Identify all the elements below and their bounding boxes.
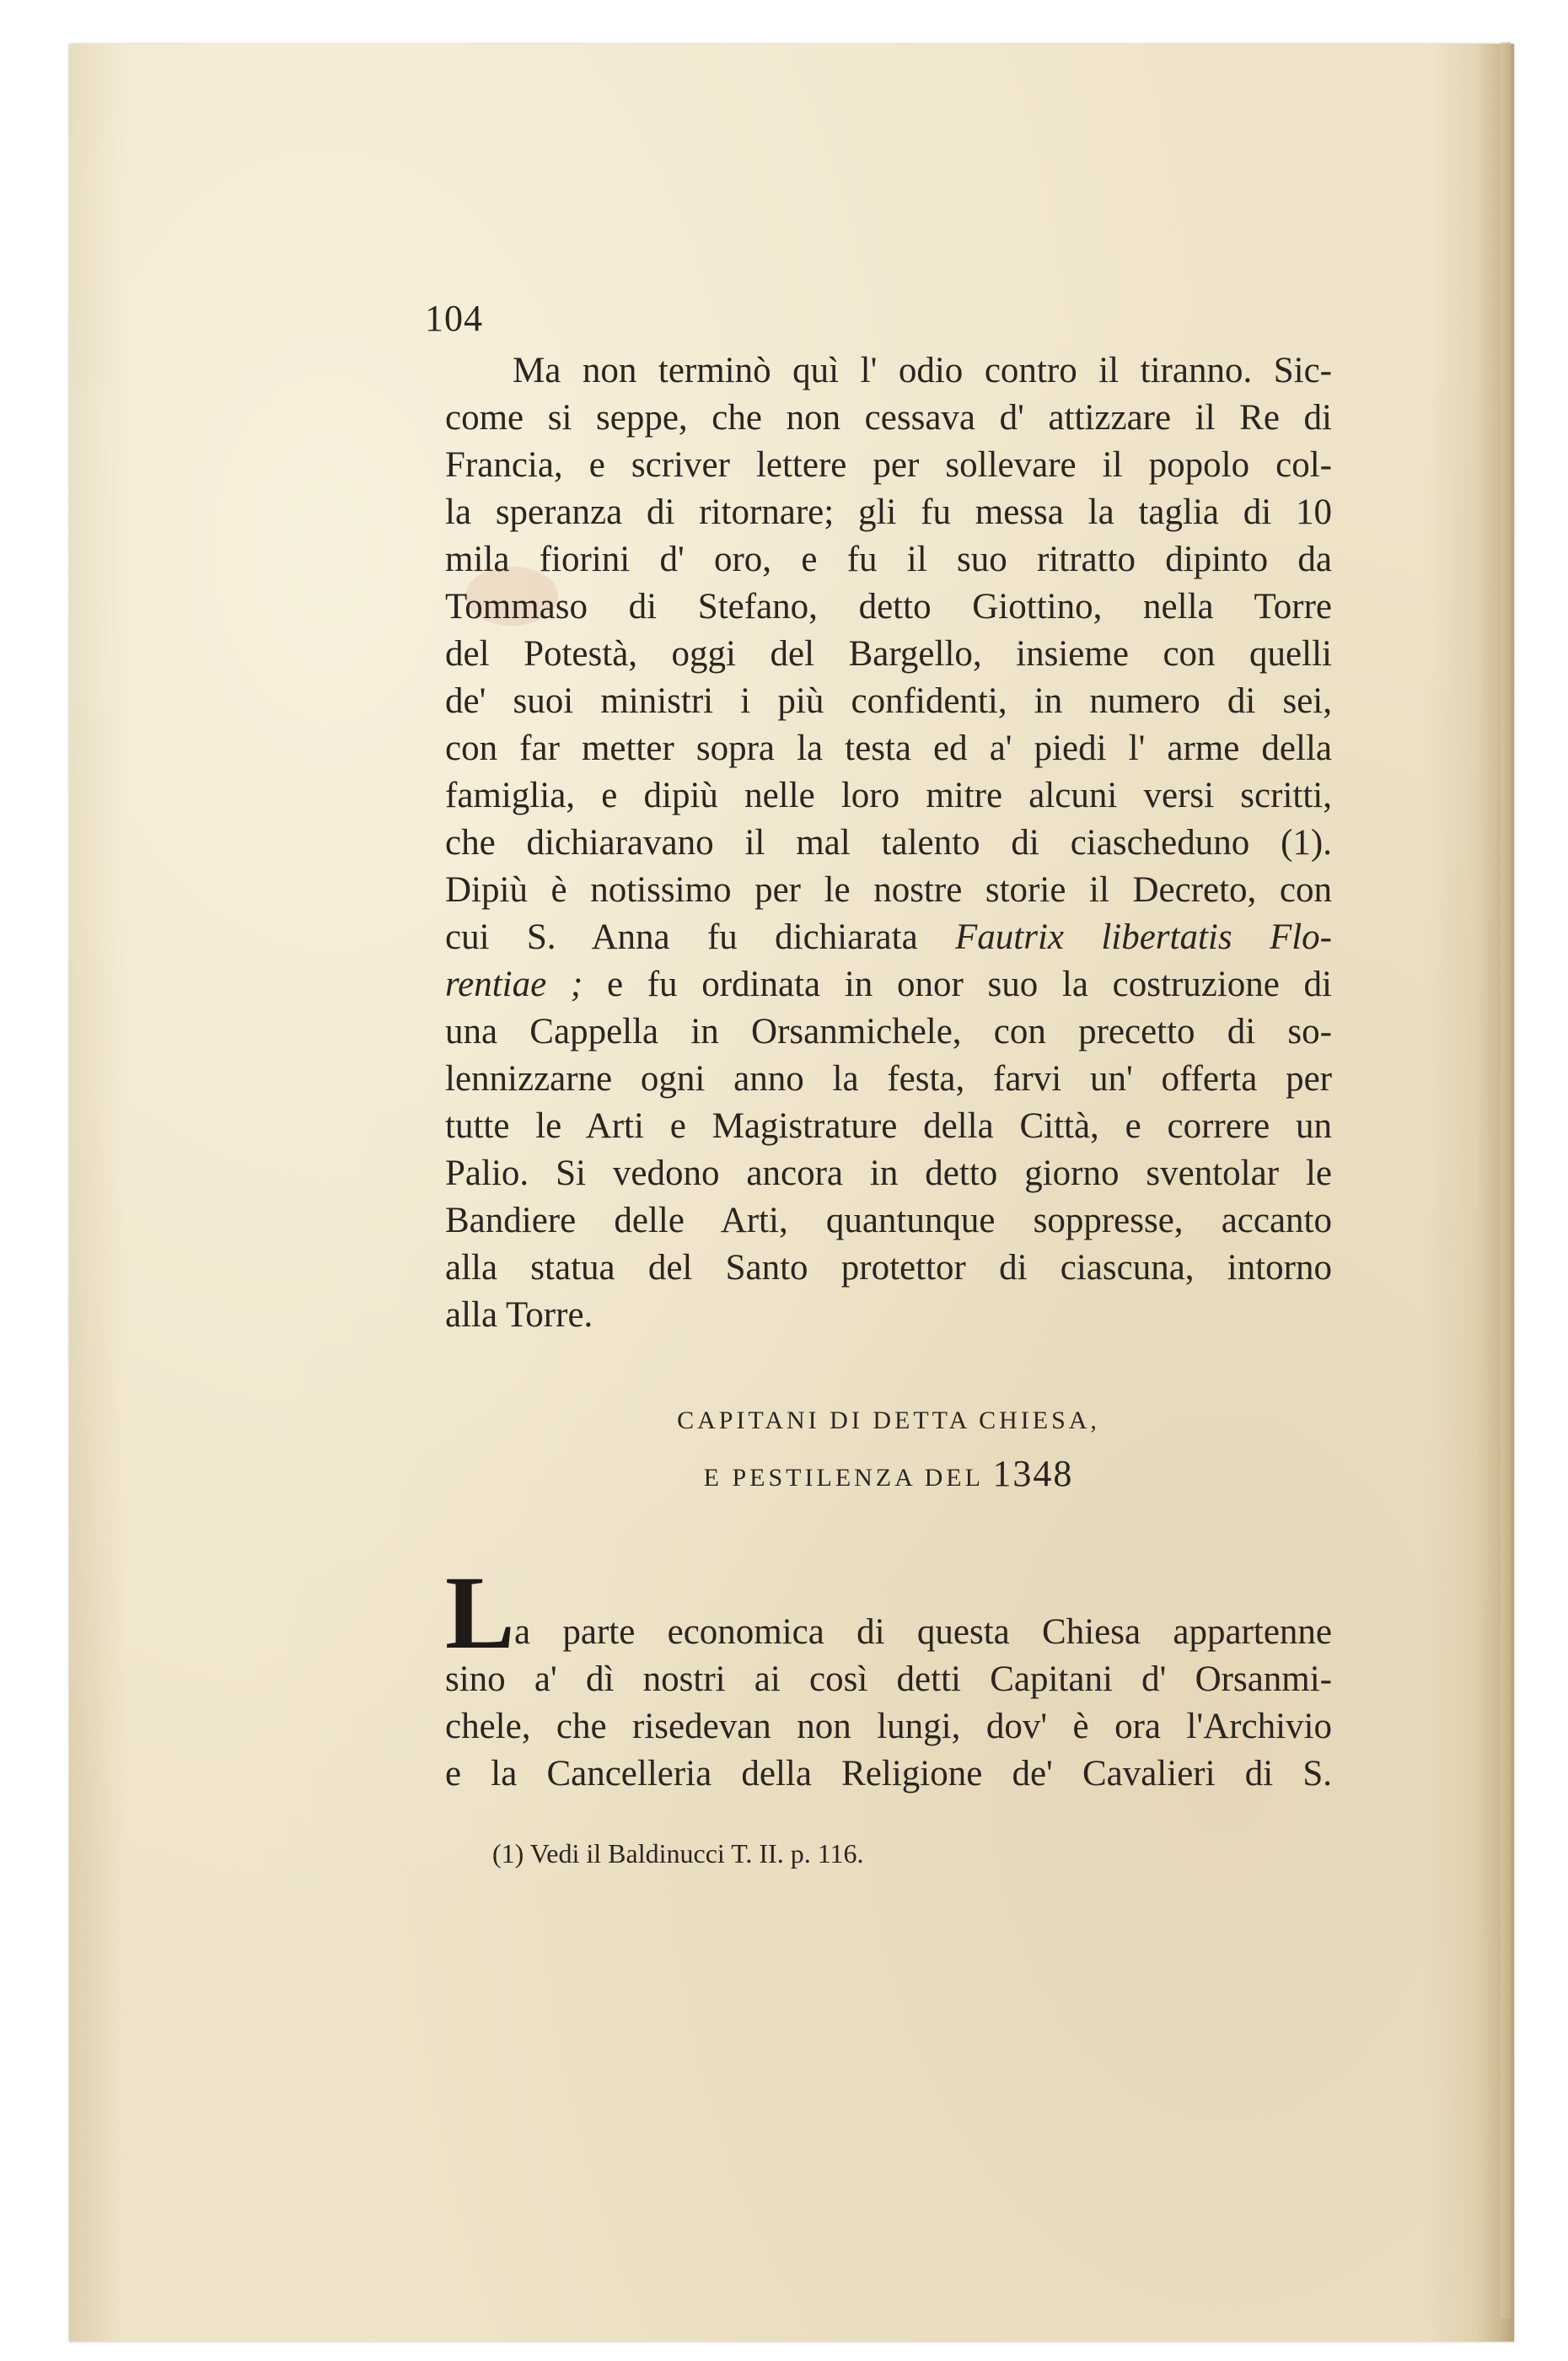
text-line: la speranza di ritornare; gli fu messa la taglia di 10 [445,492,1332,532]
text-line: una Cappella in Orsanmichele, con precetto di so- [445,1012,1332,1051]
text-line: lennizzarne ogni anno la festa, farvi un' offerta per [445,1059,1332,1099]
text-line: famiglia, e dipiù nelle loro mitre alcuni versi scritti, [445,776,1332,815]
heading-text: E PESTILENZA DEL [703,1464,983,1492]
heading-year: 1348 [992,1453,1074,1494]
section-heading-line-one: CAPITANI DI DETTA CHIESA, [677,1406,1100,1434]
footnote: (1) Vedi il Baldinucci T. II. p. 116. [492,1838,864,1869]
text-line: con far metter sopra la testa ed a' piedi l' arme della [445,729,1332,768]
text-line: alla statua del Santo protettor di ciascuna, intorno [445,1248,1332,1288]
paragraph-one [445,347,1332,1339]
italic-latin-phrase-end: rentiae ; [445,965,583,1004]
text-line-with-italic [445,914,1332,961]
italic-latin-phrase: Fautrix libertatis Flo- [955,917,1332,957]
text-line: a parte economica di questa Chiesa appartenne [514,1612,1332,1652]
section-heading-line-two [445,1452,1332,1495]
text-line: mila fiorini d' oro, e fu il suo ritratto dipinto da [445,540,1332,579]
text-line: Ma non terminò quì l' odio contro il tiranno. Sic- [513,351,1332,390]
text-line: Palio. Si vedono ancora in detto giorno sventolar le [445,1154,1332,1193]
text-line: chele, che risedevan non lungi, dov' è ora l'Archivio [445,1707,1332,1746]
text-line: che dichiaravano il mal talento di ciascheduno (1). [445,823,1332,863]
text-line: del Potestà, oggi del Bargello, insieme con quelli [445,634,1332,674]
paragraph-two [445,1555,1332,1798]
text-line: Bandiere delle Arti, quantunque soppresse, accanto [445,1201,1332,1240]
text-line: sino a' dì nostri ai così detti Capitani d' Orsanmi- [445,1659,1332,1699]
drop-cap-letter: L [445,1555,515,1670]
text-line: alla Torre. [445,1295,593,1335]
text-line: Dipiù è notissimo per le nostre storie il Decreto, con [445,870,1332,910]
text-fragment: cui S. Anna fu dichiarata [445,917,918,957]
text-line-with-italic [445,961,1332,1008]
text-line: tutte le Arti e Magistrature della Città, e correre un [445,1106,1332,1146]
text-line: Tommaso di Stefano, detto Giottino, nella Torre [445,587,1332,627]
text-line: Francia, e scriver lettere per sollevare il popolo col- [445,445,1332,485]
text-fragment: e fu ordinata in onor suo la costruzione di [606,965,1332,1004]
text-line: de' suoi ministri i più confidenti, in numero di sei, [445,681,1332,721]
text-line: e la Cancelleria della Religione de' Cavalieri di S. [445,1754,1332,1794]
page-fold [1501,42,1511,2319]
page-number: 104 [425,298,483,339]
text-line: come si seppe, che non cessava d' attizzare il Re di [445,398,1332,438]
